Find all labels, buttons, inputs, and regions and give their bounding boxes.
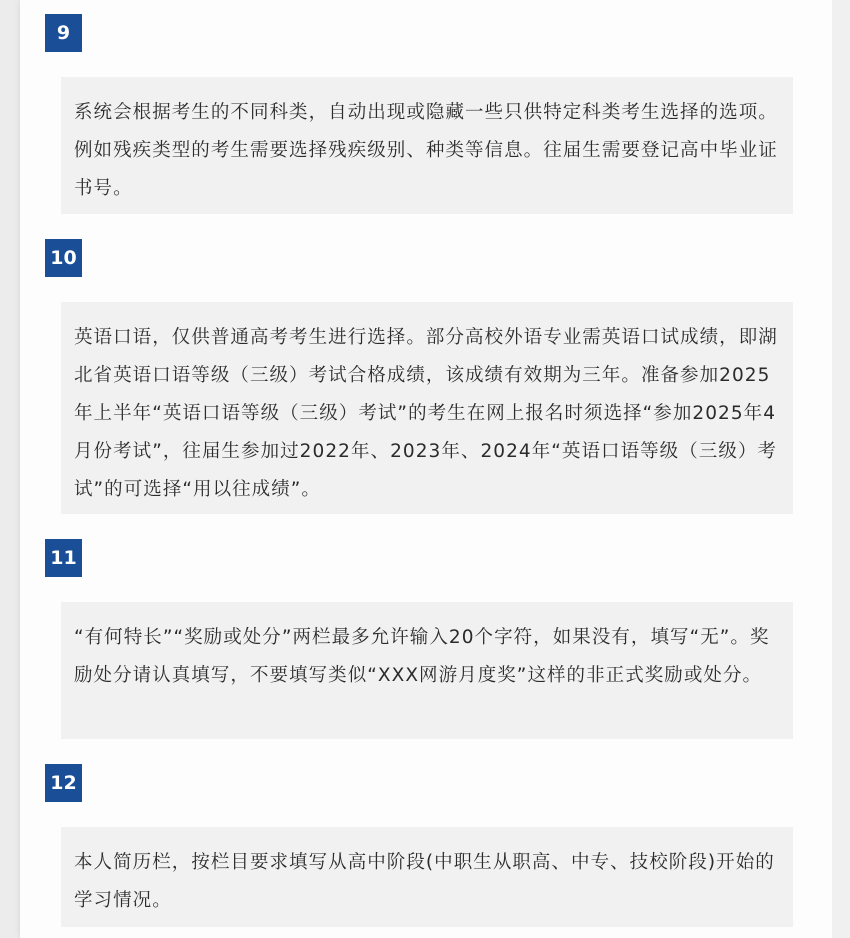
section-paragraph: 本人简历栏，按栏目要求填写从高中阶段(中职生从职高、中专、技校阶段)开始的学习情况。 xyxy=(74,852,775,911)
section-number-badge: 12 xyxy=(45,764,82,802)
section-paragraph: 系统会根据考生的不同科类，自动出现或隐藏一些只供特定科类考生选择的选项。例如残疾类型的考生需要选择残疾级别、种类等信息。往届生需要登记高中毕业证书号。 xyxy=(74,102,778,199)
section-number-badge: 10 xyxy=(45,239,82,277)
scroll-gutter xyxy=(832,0,850,938)
section-text-box xyxy=(61,827,793,927)
section-paragraph: 英语口语，仅供普通高考考生进行选择。部分高校外语专业需英语口试成绩，即湖北省英语口语等级（三级）考试合格成绩，该成绩有效期为三年。准备参加2025年上半年“英语口语等级（三级）考试”的考生在网上报名时须选择“参加2025年4月份考试”，往届生参加过2022年、2023年、2024年“英语口语等级（三级）考试”的可选择“用以往成绩”。 xyxy=(74,327,778,500)
section-text-box xyxy=(61,602,793,739)
section-number-badge: 9 xyxy=(45,14,82,52)
section-text-box xyxy=(61,302,793,514)
section-text-box xyxy=(61,77,793,214)
section-paragraph: “有何特长”“奖励或处分”两栏最多允许输入20个字符，如果没有，填写“无”。奖励处分请认真填写，不要填写类似“XXX网游月度奖”这样的非正式奖励或处分。 xyxy=(74,627,770,686)
section-number-badge: 11 xyxy=(45,539,82,577)
